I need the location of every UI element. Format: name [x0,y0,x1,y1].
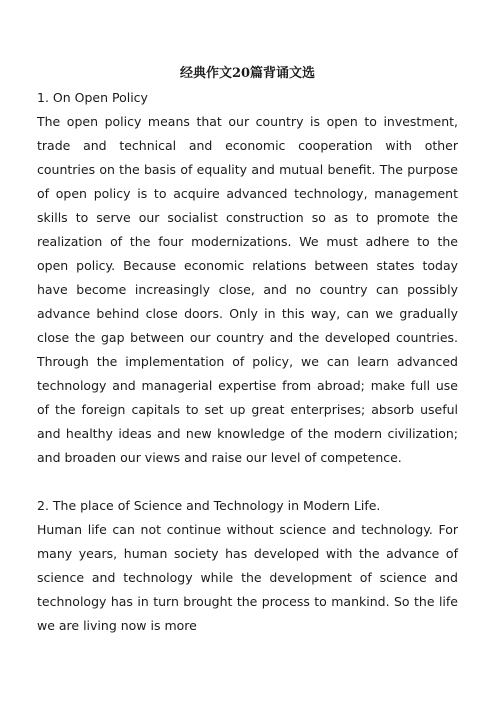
section-heading-science-technology: 2. The place of Science and Technology in Modern Life. [37,498,381,513]
document-title: 经典作文20篇背诵文选 [179,66,316,81]
section-body-science-technology: Human life can not continue without science and technology. For many years, human society has developed with the advance of science and technology while the development of science and technology has in turn brought the process to mankind. So the life we are living now is more [37,522,458,633]
section-body-open-policy: The open policy means that our country is open to investment, trade and technical and economic cooperation with other countries on the basis of equality and mutual benefit. The purpose of open policy is to acquire advanced technology, management skills to serve our socialist construction so as to promote the realization of the four modernizations. We must adhere to the open policy. Because economic relations between states today have become increasingly close, and no country can possibly advance behind close doors. Only in this way, can we gradually close the gap between our country and the developed countries. Through the implementation of policy, we can learn advanced technology and managerial expertise from abroad; make full use of the foreign capitals to set up great enterprises; absorb useful and healthy ideas and new knowledge of the modern civilization; and broaden our views and raise our level of competence. [37,114,458,465]
section-heading-open-policy: 1. On Open Policy [37,90,148,105]
section-spacer [37,470,458,494]
document-content [37,62,458,638]
